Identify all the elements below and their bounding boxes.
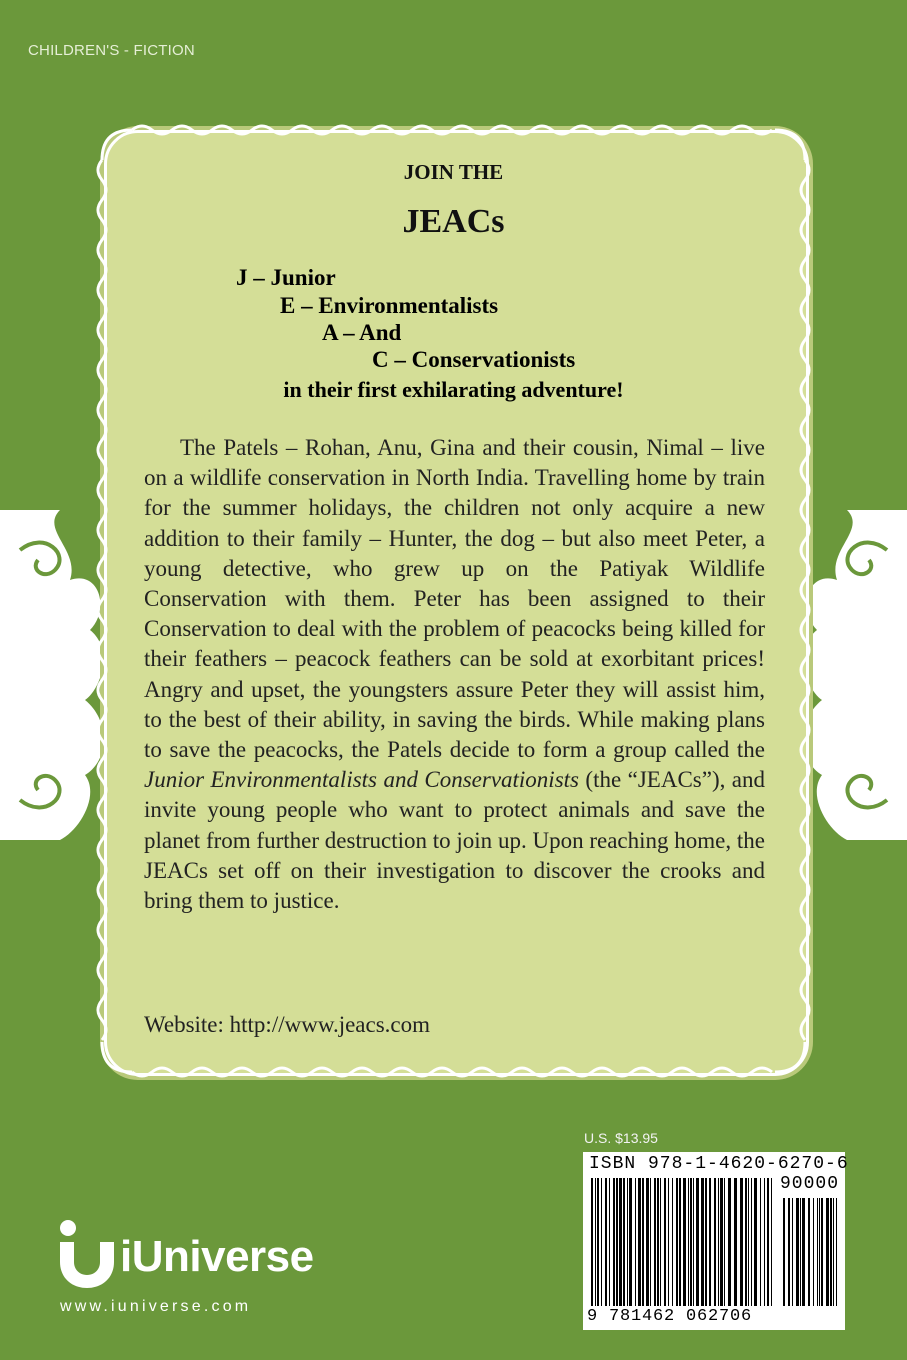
description-text: [144, 433, 765, 916]
barcode-bar: [664, 1178, 666, 1306]
barcode-bar: [601, 1178, 602, 1306]
barcode-bar: [668, 1178, 669, 1306]
barcode-bar: [696, 1178, 699, 1306]
barcode-bar: [672, 1178, 673, 1306]
barcode-bar: [683, 1178, 686, 1306]
barcode-bar: [771, 1178, 772, 1306]
barcode-bar: [693, 1178, 694, 1306]
tagline: in their first exhilarating adventure!: [283, 377, 624, 402]
header-block: [104, 160, 803, 255]
iuniverse-logo-icon: [54, 1218, 120, 1290]
barcode-addon-bar: [808, 1198, 810, 1306]
description-part-1: The Patels – Rohan, Anu, Gina and their cousin, Nimal – live on a wildlife conservation in North India. Travelling home by train for the summer holidays, the children not only acquire a new addition to their family – Hunter, the dog – but also meet Peter, a young detective, who grew up on the Patiyak Wildlife Conservation with them. Peter has been assigned to their Conservation to deal with the problem of peacocks being killed for their feathers – peacock feathers can be sold at exorbitant prices! Angry and upset, the youngsters assure Peter they will assist him, to the best of their ability, in saving the birds. While making plans to save the peacocks, the Patels decide to form a group called the: [144, 435, 765, 763]
barcode-addon-bar: [813, 1198, 814, 1306]
barcode-bar: [751, 1178, 752, 1306]
isbn-barcode: [583, 1152, 849, 1330]
price-label: U.S. $13.95: [584, 1130, 658, 1146]
ean-number: 9 781462 062706: [587, 1307, 753, 1326]
acronym-line-a: A – And: [322, 320, 402, 345]
barcode-bar: [705, 1178, 707, 1306]
join-heading: JOIN THE: [403, 160, 504, 184]
barcode-bar: [748, 1178, 749, 1306]
barcode-bar: [688, 1178, 689, 1306]
barcode-bar: [619, 1178, 622, 1306]
barcode-bar: [635, 1178, 636, 1306]
barcode-bar: [728, 1178, 731, 1306]
barcode-bar: [595, 1178, 596, 1306]
barcode-bar: [616, 1178, 618, 1306]
barcode-bar: [605, 1178, 607, 1306]
acronym-letter: E: [280, 293, 296, 318]
acronym-letter: C: [372, 347, 389, 372]
barcode-addon-bar: [800, 1198, 801, 1306]
description-part-2: (the “JEACs”), and invite young people who want to protect animals and save the planet from further destruction to join up. Upon reaching home, the JEACs set off on their investigation to discover the crooks and bring them to justice.: [144, 767, 765, 914]
barcode-bar: [650, 1178, 651, 1306]
barcode-addon-bar: [826, 1198, 829, 1306]
barcode-bar: [609, 1178, 610, 1306]
barcode-addon-bar: [821, 1198, 823, 1306]
barcode-bar: [676, 1178, 678, 1306]
barcode-bar: [740, 1178, 743, 1306]
isbn-number: ISBN 978-1-4620-6270-6: [589, 1154, 849, 1174]
acronym-letter: J: [236, 265, 248, 290]
barcode-bar: [720, 1178, 723, 1306]
barcode-addon-bar: [817, 1198, 818, 1306]
barcode-bar: [709, 1178, 711, 1306]
barcode-addon-bar: [836, 1198, 837, 1306]
jeacs-title: JEACs: [402, 203, 505, 240]
publisher-name: iUniverse: [120, 1232, 314, 1281]
barcode-addon-bar: [792, 1198, 793, 1306]
barcode-bar: [591, 1178, 593, 1306]
barcode-bar: [754, 1178, 757, 1306]
barcode-bar: [701, 1178, 704, 1306]
category-label: CHILDREN'S - FICTION: [28, 42, 195, 59]
acronym-word: Environmentalists: [318, 293, 499, 318]
acronym-line-j: J – Junior: [236, 265, 336, 290]
barcode-bar: [734, 1178, 737, 1306]
barcode-bar: [646, 1178, 649, 1306]
barcode-addon-bar: [783, 1198, 785, 1306]
barcode-bar: [657, 1178, 659, 1306]
barcode-bar: [642, 1178, 644, 1306]
barcode-bar: [638, 1178, 641, 1306]
barcode-bar: [714, 1178, 716, 1306]
barcode-bar: [660, 1178, 661, 1306]
barcode-bar: [760, 1178, 761, 1306]
barcode-bar: [724, 1178, 725, 1306]
barcode-addon-bar: [830, 1198, 832, 1306]
publisher-url[interactable]: www.iuniverse.com: [60, 1298, 252, 1315]
isbn-addon: 90000: [779, 1174, 839, 1194]
acronym-word: Conservationists: [411, 347, 576, 372]
acronym-line-c: C – Conservationists: [372, 347, 576, 372]
barcode-bar: [764, 1178, 765, 1306]
barcode-bar: [627, 1178, 628, 1306]
barcode-bar: [629, 1178, 632, 1306]
barcode-addon-bar: [788, 1198, 790, 1306]
barcode-bar: [654, 1178, 656, 1306]
acronym-word: And: [359, 320, 402, 345]
website-link[interactable]: Website: http://www.jeacs.com: [144, 1012, 431, 1037]
barcode-bar: [623, 1178, 625, 1306]
description-italic: Junior Environmentalists and Conservationists: [144, 767, 579, 793]
barcode-addon-bar: [833, 1198, 834, 1306]
barcode-bar: [690, 1178, 692, 1306]
barcode-bar: [745, 1178, 747, 1306]
barcode-bar: [679, 1178, 681, 1306]
barcode-bar: [767, 1178, 769, 1306]
barcode-addon-bar: [796, 1198, 799, 1306]
barcode-bar: [597, 1178, 599, 1306]
acronym-line-e: E – Environmentalists: [280, 293, 499, 318]
barcode-addon-bar: [802, 1198, 805, 1306]
barcode-bar: [718, 1178, 719, 1306]
acronym-word: Junior: [270, 265, 336, 290]
acronym-letter: A: [322, 320, 338, 345]
barcode-addon-bar: [819, 1198, 820, 1306]
barcode-bar: [613, 1178, 615, 1306]
